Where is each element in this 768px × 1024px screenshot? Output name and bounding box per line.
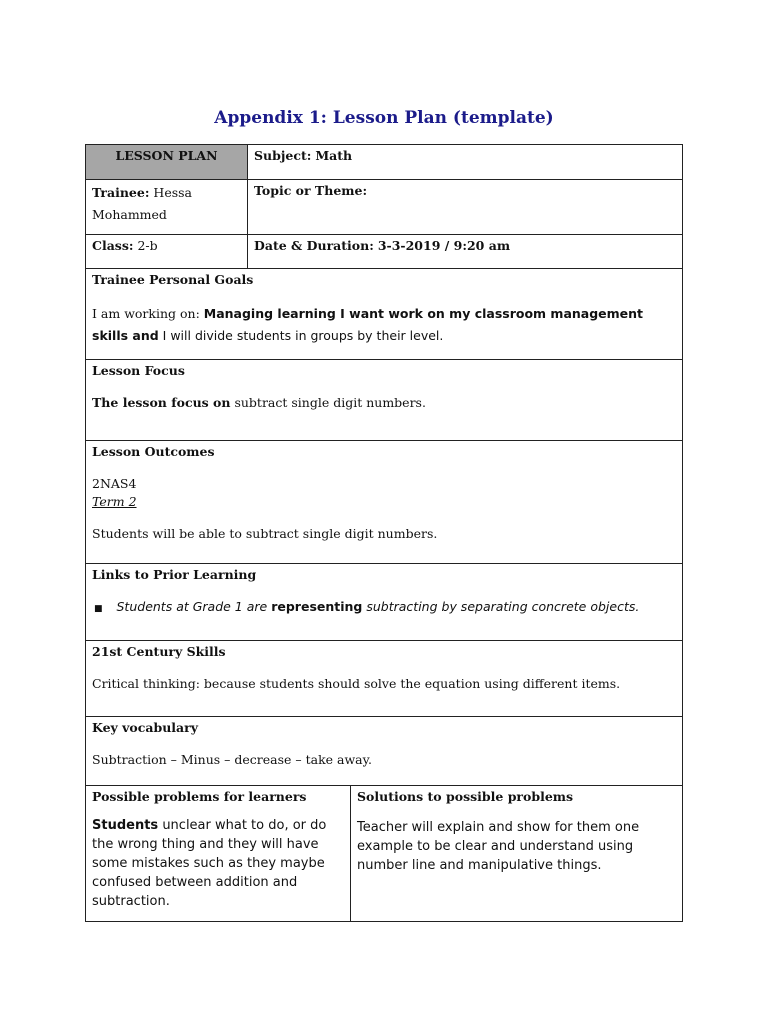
problems-bold: Students bbox=[92, 818, 159, 833]
date-cell bbox=[248, 235, 683, 269]
problems-heading: Possible problems for learners bbox=[92, 789, 307, 804]
lesson-focus-row bbox=[86, 360, 683, 441]
prior-learning-heading: Links to Prior Learning bbox=[92, 567, 257, 582]
outcome-term: Term 2 bbox=[92, 494, 137, 509]
lesson-focus-value: subtract single digit numbers. bbox=[234, 395, 426, 410]
vocabulary-text: Subtraction – Minus – decrease – take away. bbox=[92, 752, 373, 767]
personal-goals-rest: I will divide students in groups by their level. bbox=[162, 328, 444, 343]
problems-row bbox=[86, 786, 683, 922]
prior-learning-text-b: subtracting by separating concrete objects. bbox=[366, 599, 640, 614]
solutions-text: Teacher will explain and show for them one example to be clear and understand using number line and manipulative things. bbox=[357, 820, 640, 873]
subject-value: Math bbox=[315, 148, 353, 163]
outcome-code: 2NAS4 bbox=[92, 476, 137, 491]
problems-value: unclear what to do, or do the wrong thing and they will have some mistakes such as they maybe confused between addition and subtraction. bbox=[92, 818, 327, 909]
solutions-heading: Solutions to possible problems bbox=[357, 789, 574, 804]
trainee-cell bbox=[86, 180, 248, 235]
prior-learning-cell bbox=[86, 564, 683, 641]
trainee-label: Trainee: bbox=[92, 185, 150, 200]
prior-learning-bold: representing bbox=[271, 599, 363, 614]
skills-cell bbox=[86, 641, 683, 717]
date-label: Date & Duration: bbox=[254, 238, 374, 253]
class-label: Class: bbox=[92, 238, 134, 253]
trainee-value: Hessa Mohammed bbox=[92, 185, 193, 222]
lesson-plan-label: LESSON PLAN bbox=[115, 148, 218, 163]
header-row-2 bbox=[86, 180, 683, 235]
prior-learning-text-a: Students at Grade 1 are bbox=[116, 599, 268, 614]
page-title: Appendix 1: Lesson Plan (template) bbox=[214, 108, 554, 128]
prior-learning-row bbox=[86, 564, 683, 641]
bullet-icon: ■ bbox=[94, 604, 103, 614]
subject-label: Subject: bbox=[254, 148, 312, 163]
outcome-text: Students will be able to subtract single digit numbers. bbox=[92, 526, 438, 541]
solutions-cell bbox=[351, 786, 683, 922]
problems-cell bbox=[86, 786, 351, 922]
problems-text bbox=[92, 816, 344, 911]
personal-goals-heading: Trainee Personal Goals bbox=[92, 272, 254, 287]
skills-row bbox=[86, 641, 683, 717]
subject-cell bbox=[248, 145, 683, 180]
vocabulary-row bbox=[86, 717, 683, 786]
lesson-plan-table bbox=[85, 144, 683, 922]
skills-text: Critical thinking: because students should solve the equation using different items. bbox=[92, 676, 621, 691]
topic-cell bbox=[248, 180, 683, 235]
lesson-outcomes-row bbox=[86, 441, 683, 564]
vocabulary-cell bbox=[86, 717, 683, 786]
lesson-outcomes-heading: Lesson Outcomes bbox=[92, 444, 215, 459]
lesson-outcomes-cell bbox=[86, 441, 683, 564]
date-value: 3-3-2019 / 9:20 am bbox=[377, 238, 511, 253]
personal-goals-bold: Managing learning I want work on my classroom management skills and bbox=[92, 306, 644, 343]
class-value: 2-b bbox=[137, 238, 158, 253]
personal-goals-prefix: I am working on: bbox=[92, 306, 200, 321]
topic-label: Topic or Theme: bbox=[254, 183, 368, 198]
lesson-focus-cell bbox=[86, 360, 683, 441]
skills-heading: 21st Century Skills bbox=[92, 644, 226, 659]
personal-goals-cell bbox=[86, 269, 683, 360]
lesson-focus-bold: The lesson focus on bbox=[92, 395, 231, 410]
lesson-focus-text bbox=[92, 394, 676, 412]
lesson-focus-heading: Lesson Focus bbox=[92, 363, 185, 378]
header-row-3 bbox=[86, 235, 683, 269]
vocabulary-heading: Key vocabulary bbox=[92, 720, 198, 735]
personal-goals-row bbox=[86, 269, 683, 360]
prior-learning-bullet bbox=[92, 598, 676, 618]
class-cell bbox=[86, 235, 248, 269]
lesson-plan-cell bbox=[86, 145, 248, 180]
personal-goals-text bbox=[92, 303, 676, 347]
header-row-1 bbox=[86, 145, 683, 180]
